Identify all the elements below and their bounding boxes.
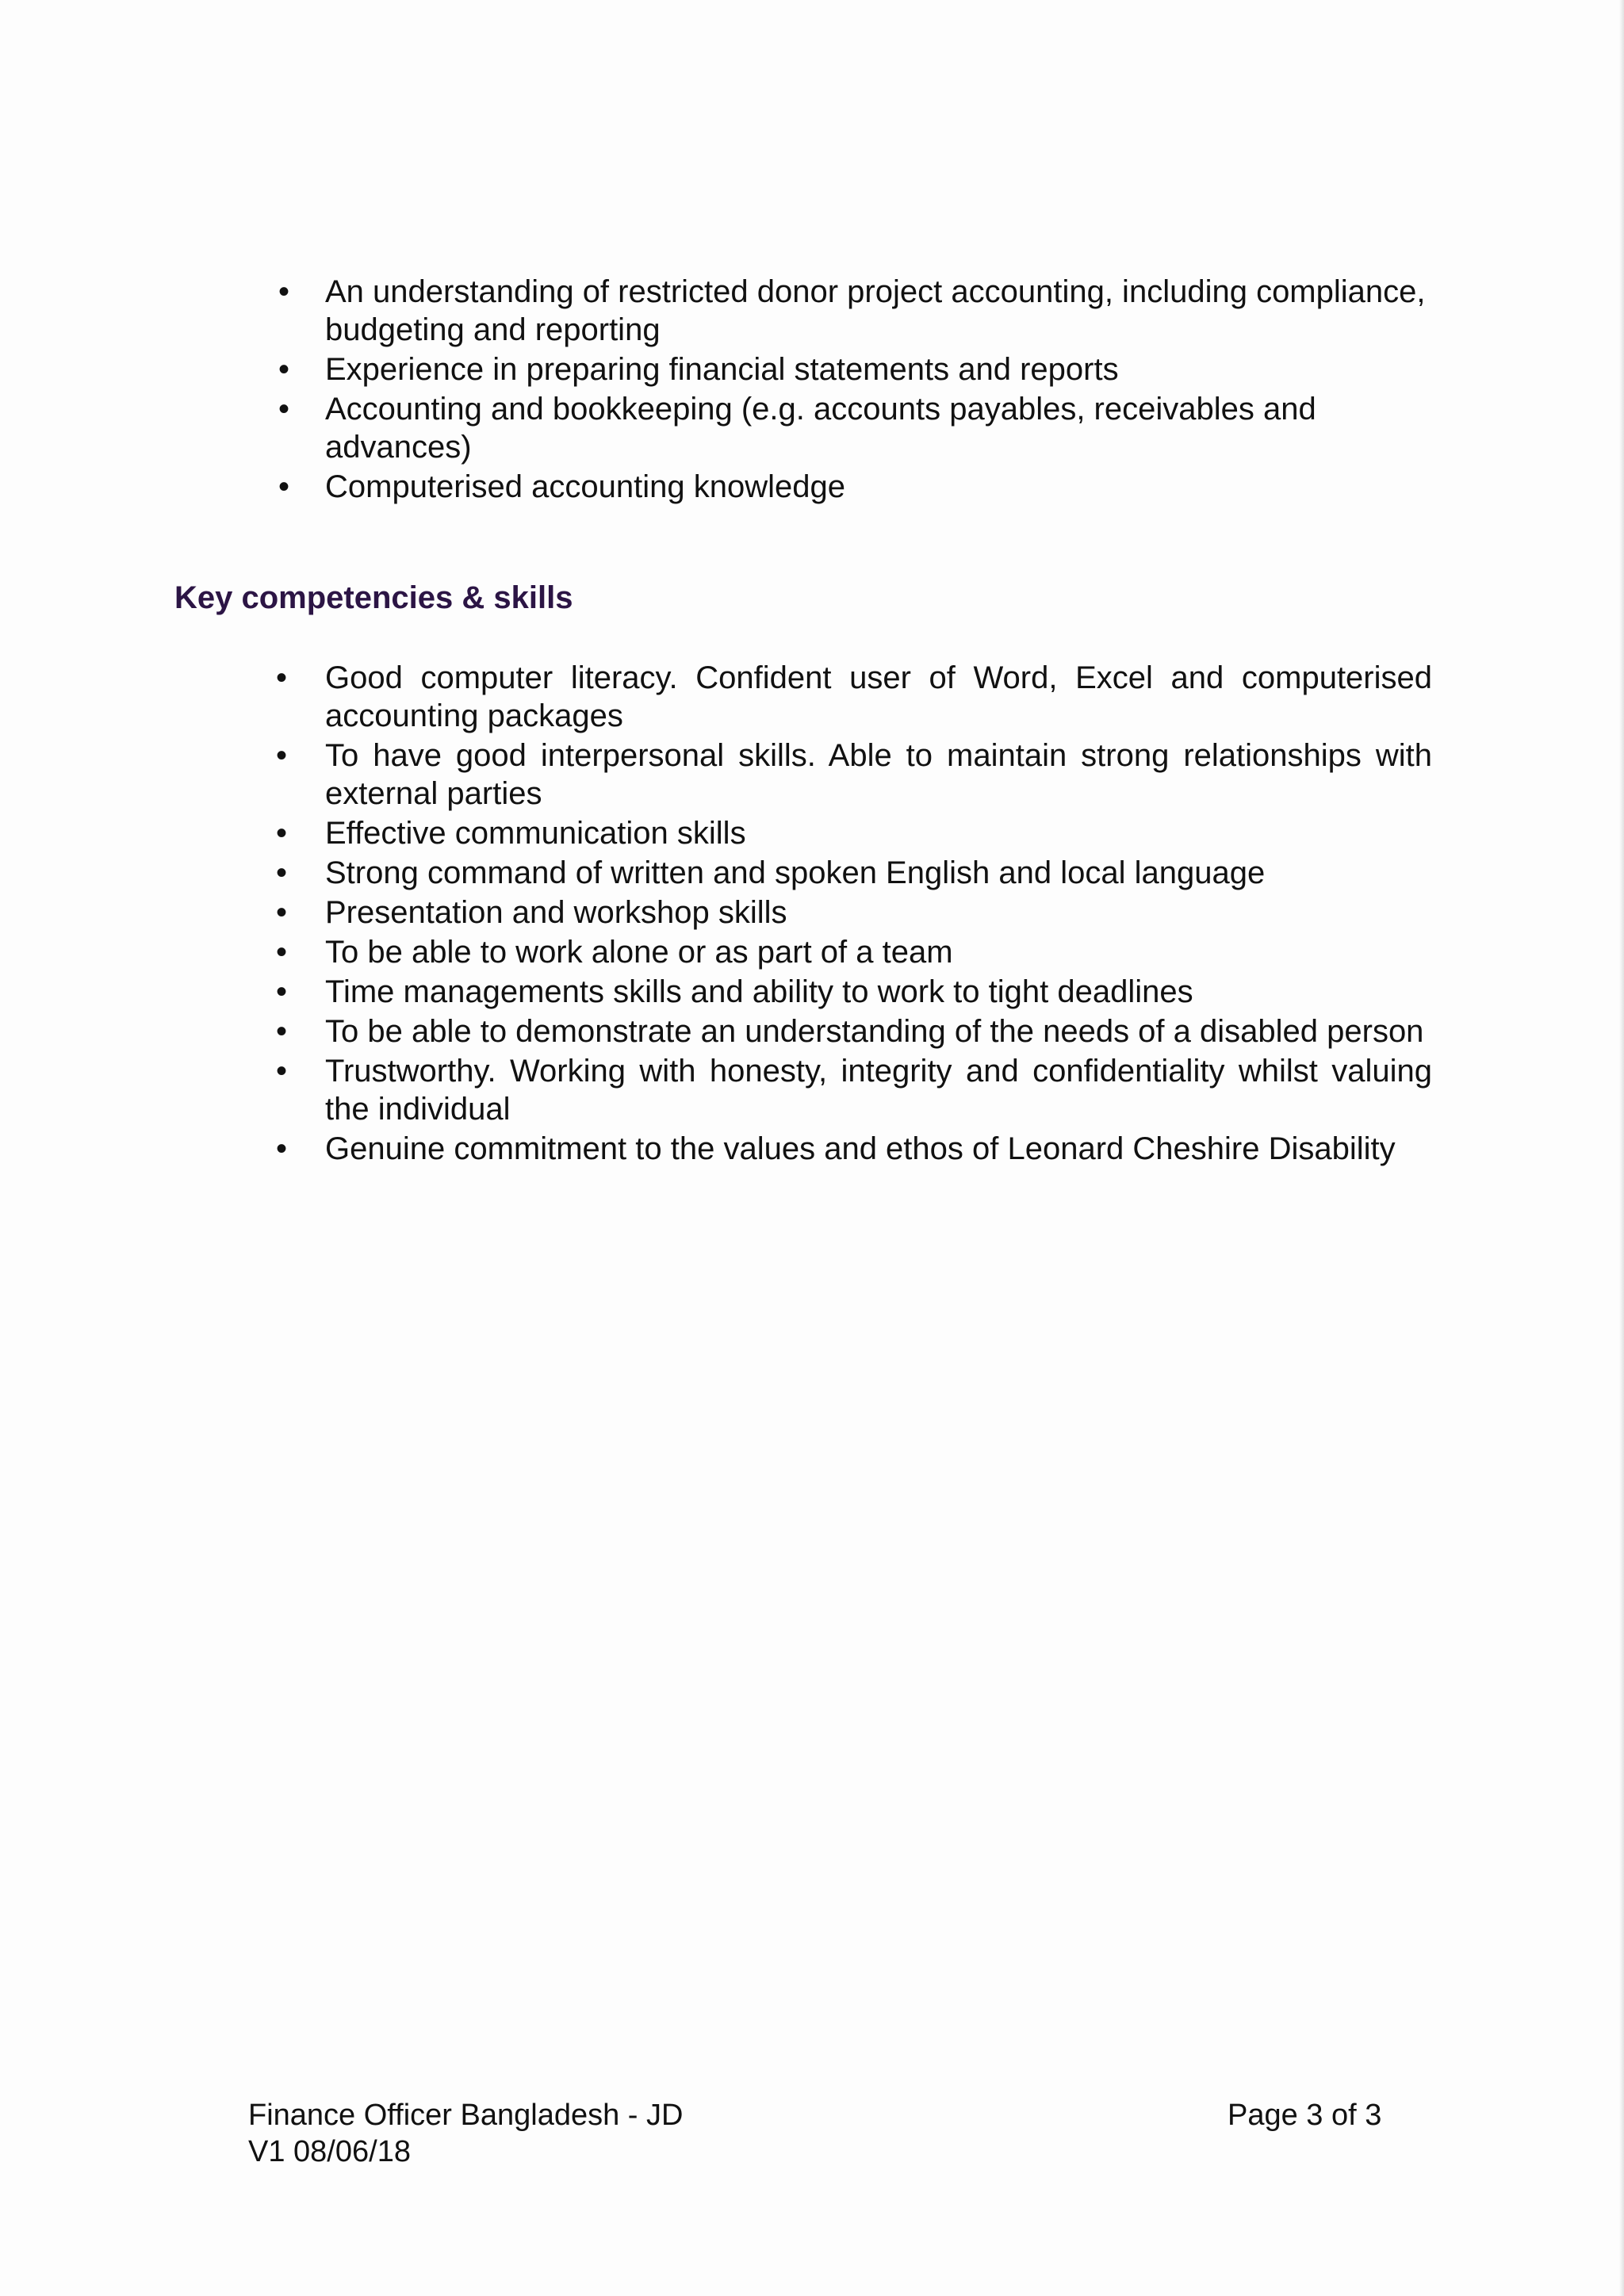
page-edge [1619,0,1624,2296]
list-item-text: An understanding of restricted donor project accounting, including compliance, budgeting and reporting [325,274,1426,347]
list-item-text: Effective communication skills [325,816,746,851]
bullet-icon: • [276,895,288,930]
bullet-icon: • [278,352,289,387]
list-item-text: Good computer literacy. Confident user of Word, Excel and computerised accounting packages [325,660,1432,733]
list-item [276,737,1432,813]
list-item [276,894,1432,932]
list-item-text: Strong command of written and spoken English and local language [325,855,1266,890]
bullet-icon: • [276,1054,288,1089]
list-item [276,1012,1432,1050]
list-item [276,1130,1432,1168]
list-item-text: To be able to demonstrate an understanding of the needs of a disabled person [325,1014,1424,1049]
bullet-icon: • [278,274,289,309]
list-item [276,350,1432,388]
skills-list [276,659,1432,1169]
bullet-icon: • [276,1014,288,1049]
bullet-icon: • [276,1131,288,1166]
bullet-icon: • [276,974,288,1009]
requirements-list [276,273,1432,507]
footer-version: V1 08/06/18 [248,2135,411,2168]
list-item-text: Experience in preparing financial statements and reports [325,352,1119,387]
list-item-text: Time managements skills and ability to work to tight deadlines [325,974,1193,1009]
list-item [276,933,1432,971]
bullet-icon: • [278,392,289,427]
list-item [276,814,1432,852]
list-item [276,1052,1432,1128]
list-item-text: Trustworthy. Working with honesty, integrity and confidentiality whilst valuing the individual [325,1054,1432,1127]
list-item-text: Accounting and bookkeeping (e.g. accounts payables, receivables and advances) [325,392,1316,465]
list-item-text: To be able to work alone or as part of a team [325,935,953,970]
list-item-text: To have good interpersonal skills. Able to maintain strong relationships with external parties [325,738,1432,811]
list-item [276,659,1432,735]
list-item-text: Presentation and workshop skills [325,895,787,930]
list-item [276,468,1432,506]
bullet-icon: • [278,469,289,504]
list-item [276,854,1432,892]
footer-left [248,2097,683,2170]
list-item [276,390,1432,466]
bullet-icon: • [276,738,288,773]
bullet-icon: • [276,816,288,851]
bullet-icon: • [276,935,288,970]
footer-page-number: Page 3 of 3 [1228,2099,1382,2132]
list-item-text: Computerised accounting knowledge [325,469,845,504]
list-item [276,973,1432,1011]
section-heading: Key competencies & skills [174,580,573,615]
bullet-icon: • [276,855,288,890]
footer-document-title: Finance Officer Bangladesh - JD [248,2099,684,2132]
bullet-icon: • [276,660,288,695]
list-item [276,273,1432,349]
list-item-text: Genuine commitment to the values and ethos of Leonard Cheshire Disability [325,1131,1396,1166]
